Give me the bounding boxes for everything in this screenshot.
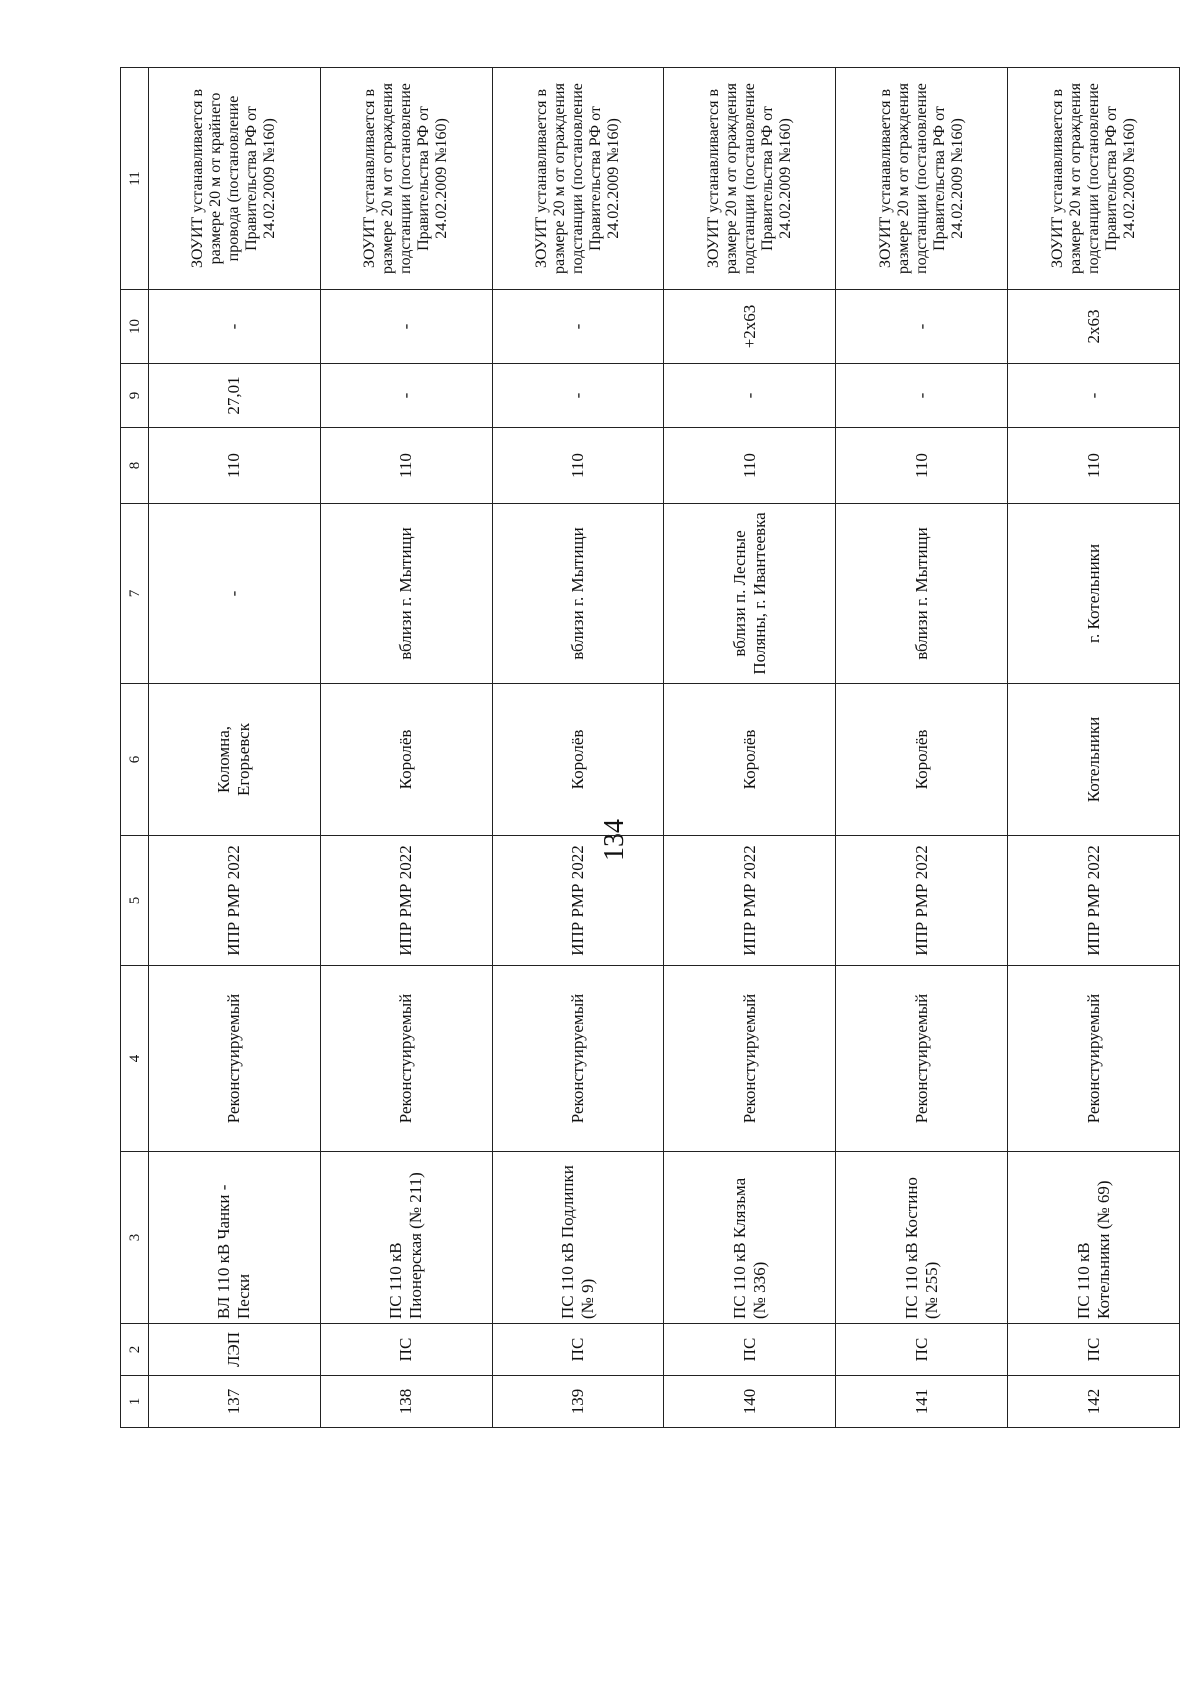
table-row (492, 68, 664, 1428)
column-header: 11 (121, 68, 149, 290)
registry-table (120, 83, 1180, 1428)
source-program: ИПР РМР 2022 (664, 836, 836, 966)
object-status: Реконстуируемый (664, 966, 836, 1152)
municipality: Королёв (664, 684, 836, 836)
column-header: 8 (121, 428, 149, 504)
object-status: Реконстуируемый (320, 966, 492, 1152)
length-km: - (664, 364, 836, 428)
table-row (1008, 68, 1180, 1428)
voltage-kv: 110 (149, 428, 321, 504)
header-row (121, 68, 149, 1428)
column-header: 10 (121, 290, 149, 364)
object-name: ВЛ 110 кВ Чанки - Пески (149, 1152, 321, 1324)
object-name: ПС 110 кВ Костино (№ 255) (836, 1152, 1008, 1324)
column-header: 1 (121, 1376, 149, 1428)
transformer-capacity: 2x63 (1008, 290, 1180, 364)
page-number: 134 (599, 819, 630, 861)
source-program: ИПР РМР 2022 (836, 836, 1008, 966)
transformer-capacity: +2x63 (664, 290, 836, 364)
location: г. Котельники (1008, 504, 1180, 684)
source-program: ИПР РМР 2022 (492, 836, 664, 966)
object-type: ПС (1008, 1324, 1180, 1376)
row-number: 140 (664, 1376, 836, 1428)
voltage-kv: 110 (664, 428, 836, 504)
object-status: Реконстуируемый (149, 966, 321, 1152)
row-number: 142 (1008, 1376, 1180, 1428)
object-status: Реконстуируемый (836, 966, 1008, 1152)
zone-note: ЗОУИТ устанавливается в размере 20 м от ограждения подстанции (постановление Правительства РФ от 24.02.2009 №160) (492, 68, 664, 290)
object-type: ПС (664, 1324, 836, 1376)
location: вблизи п. Лесные Поляны, г. Ивантеевка (664, 504, 836, 684)
zone-note: ЗОУИТ устанавливается в размере 20 м от ограждения подстанции (постановление Правительства РФ от 24.02.2009 №160) (836, 68, 1008, 290)
object-name: ПС 110 кВ Клязьма (№ 336) (664, 1152, 836, 1324)
table-row (836, 68, 1008, 1428)
voltage-kv: 110 (320, 428, 492, 504)
municipality: Королёв (492, 684, 664, 836)
length-km: - (1008, 364, 1180, 428)
object-name: ПС 110 кВ Котельники (№ 69) (1008, 1152, 1180, 1324)
object-type: ПС (320, 1324, 492, 1376)
table-row (320, 68, 492, 1428)
location: - (149, 504, 321, 684)
object-name: ПС 110 кВ Пионерская (№ 211) (320, 1152, 492, 1324)
transformer-capacity: - (492, 290, 664, 364)
zone-note: ЗОУИТ устанавливается в размере 20 м от ограждения подстанции (постановление Правительства РФ от 24.02.2009 №160) (1008, 68, 1180, 290)
zone-note: ЗОУИТ устанавливается в размере 20 м от крайнего провода (постановление Правительства РФ от 24.02.2009 №160) (149, 68, 321, 290)
object-name: ПС 110 кВ Подлипки (№ 9) (492, 1152, 664, 1324)
row-number: 139 (492, 1376, 664, 1428)
transformer-capacity: - (836, 290, 1008, 364)
column-header: 7 (121, 504, 149, 684)
transformer-capacity: - (149, 290, 321, 364)
location: вблизи г. Мытищи (320, 504, 492, 684)
location: вблизи г. Мытищи (492, 504, 664, 684)
length-km: - (320, 364, 492, 428)
length-km: 27,01 (149, 364, 321, 428)
table-row (149, 68, 321, 1428)
transformer-capacity: - (320, 290, 492, 364)
table-row (664, 68, 836, 1428)
voltage-kv: 110 (1008, 428, 1180, 504)
row-number: 138 (320, 1376, 492, 1428)
source-program: ИПР РМР 2022 (320, 836, 492, 966)
length-km: - (836, 364, 1008, 428)
municipality: Королёв (320, 684, 492, 836)
object-type: ЛЭП (149, 1324, 321, 1376)
object-status: Реконстуируемый (1008, 966, 1180, 1152)
column-header: 9 (121, 364, 149, 428)
object-type: ПС (836, 1324, 1008, 1376)
voltage-kv: 110 (836, 428, 1008, 504)
object-type: ПС (492, 1324, 664, 1376)
column-header: 4 (121, 966, 149, 1152)
source-program: ИПР РМР 2022 (149, 836, 321, 966)
source-program: ИПР РМР 2022 (1008, 836, 1180, 966)
voltage-kv: 110 (492, 428, 664, 504)
column-header: 3 (121, 1152, 149, 1324)
municipality: Королёв (836, 684, 1008, 836)
municipality: Котельники (1008, 684, 1180, 836)
zone-note: ЗОУИТ устанавливается в размере 20 м от ограждения подстанции (постановление Правительства РФ от 24.02.2009 №160) (320, 68, 492, 290)
length-km: - (492, 364, 664, 428)
row-number: 141 (836, 1376, 1008, 1428)
municipality: Коломна, Егорьевск (149, 684, 321, 836)
column-header: 5 (121, 836, 149, 966)
column-header: 2 (121, 1324, 149, 1376)
row-number: 137 (149, 1376, 321, 1428)
zone-note: ЗОУИТ устанавливается в размере 20 м от ограждения подстанции (постановление Правительства РФ от 24.02.2009 №160) (664, 68, 836, 290)
object-status: Реконстуируемый (492, 966, 664, 1152)
location: вблизи г. Мытищи (836, 504, 1008, 684)
column-header: 6 (121, 684, 149, 836)
